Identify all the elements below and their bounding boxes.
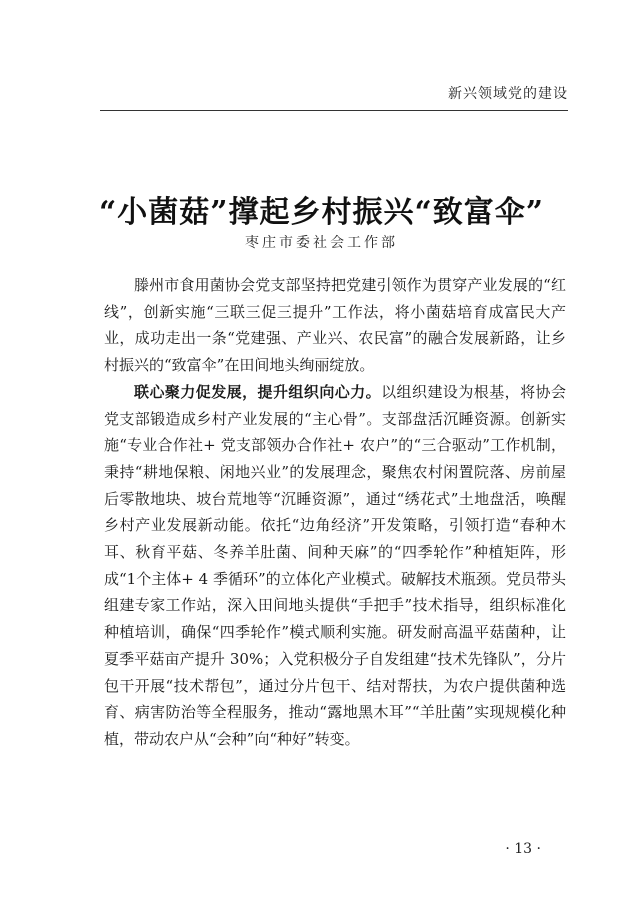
article-body <box>104 272 566 753</box>
article-title: “小菌菇”撑起乡村振兴“致富伞” <box>98 195 545 230</box>
paragraph <box>104 379 566 753</box>
running-header: 新兴领域党的建设 <box>448 86 568 102</box>
paragraph-body: 以组织建设为根基，将协会党支部锻造成乡村产业发展的“主心骨”。支部盘活沉睡资源。创新实施“专业合作社+ 党支部领办合作社+ 农户”的“三合驱动”工作机制，秉持“耕地保粮、闲地兴业”的发展理念，聚焦农村闲置院落、房前屋后零散地块、坡台荒地等“沉睡资源”，通过“绣花式”土地盘活，唤醒乡村产业发展新动能。依托“边角经济”开发策略，引领打造“春种木耳、秋育平菇、冬养羊肚菌、间种天麻”的“四季轮作”种植矩阵，形成“1个主体+ 4 季循环”的立体化产业模式。破解技术瓶颈。党员带头组建专家工作站，深入田间地头提供“手把手”技术指导，组织标准化种植培训，确保“四季轮作”模式顺利实施。研发耐高温平菇菌种，让夏季平菇亩产提升 30%；入党积极分子自发组建“技术先锋队”，分片包干开展“技术帮包”，通过分片包干、结对帮扶，为农户提供菌种选育、病害防治等全程服务，推动“露地黑木耳”“羊肚菌”实现规模化种植，带动农户从“会种”向“种好”转变。 <box>104 382 566 748</box>
paragraph: 滕州市食用菌协会党支部坚持把党建引领作为贯穿产业发展的“红线”，创新实施“三联三促三提升”工作法，将小菌菇培育成富民大产业，成功走出一条“党建强、产业兴、农民富”的融合发展新路，让乡村振兴的“致富伞”在田间地头绚丽绽放。 <box>104 276 566 375</box>
article-byline: 枣庄市委社会工作部 <box>245 235 398 251</box>
paragraph-lead: 联心聚力促发展，提升组织向心力。 <box>134 382 382 401</box>
page-number: · 13 · <box>505 841 541 857</box>
header-rule <box>100 110 568 111</box>
